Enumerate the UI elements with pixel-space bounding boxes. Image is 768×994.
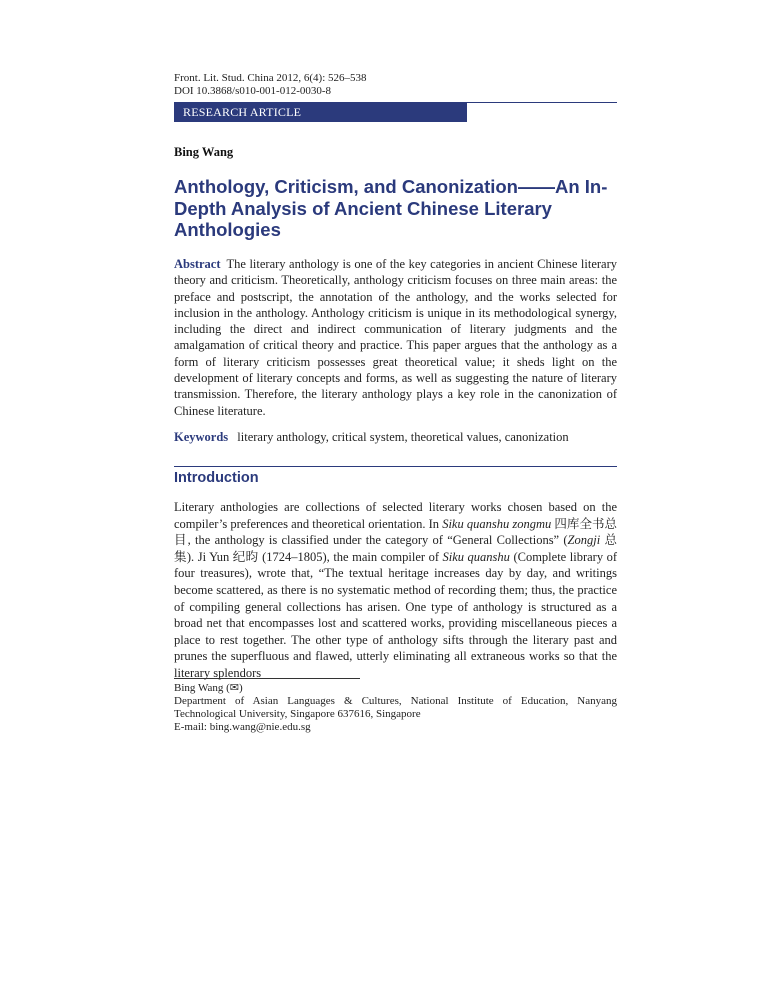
keywords xyxy=(174,429,617,445)
journal-header xyxy=(174,72,367,98)
author-name: Bing Wang xyxy=(174,145,234,159)
article-title: Anthology, Criticism, and Canonization——An In-Depth Analysis of Ancient Chinese Literary Anthologies xyxy=(174,176,608,240)
author-footnote xyxy=(174,682,617,734)
intro-text-3: 总集). Ji Yun 纪昀 (1724–1805), the main compiler of xyxy=(174,533,617,564)
intro-text-1: Literary anthologies are collections of selected literary works chosen based on the compiler’s preferences and theoretical orientation. In xyxy=(174,500,617,531)
section-rule xyxy=(174,466,617,467)
intro-text-4: (Complete library of four treasures), wrote that, “The textual heritage increases day by day, and writings become scattered, as there is no systematic method of recording them; thus, the practice of compiling general collections has arisen. One type of anthology is structured as a broad net that encompasses lost and scattered works, providing miscellaneous pieces a place to rest together. The other type of anthology sifts through the literary past and prunes the superfluous and flawed, utterly eliminating all extraneous works so that the literary splendors xyxy=(174,549,618,680)
doi-line: DOI 10.3868/s010-001-012-0030-8 xyxy=(174,85,332,97)
journal-citation: Front. Lit. Stud. China 2012, 6(4): 526–538 xyxy=(174,72,367,84)
keywords-label: Keywords xyxy=(174,430,229,444)
intro-italic-siku-quanshu: Siku quanshu xyxy=(442,549,510,564)
section-heading-introduction: Introduction xyxy=(174,470,259,486)
article-type-banner: RESEARCH ARTICLE xyxy=(174,103,467,122)
footnote-affiliation: Department of Asian Languages & Cultures, National Institute of Education, Nanyang Technological University, Singapore 637616, Singapore xyxy=(174,695,617,720)
abstract-text: The literary anthology is one of the key categories in ancient Chinese literary theory and criticism. Theoretically, anthology criticism focuses on three main areas: the preface and postscript, the annotation of the anthology, and the works selected for inclusion in the anthology. Anthology criticism is unique in its methodological synergy, including the direct and indirect communication of literary judgments and the amalgamation of critical theory and practice. This paper argues that the anthology as a form of literary criticism possesses great theoretical value; it sheds light on the development of literary concepts and forms, as well as suggesting the nature of literary transmission. Therefore, the literary anthology plays a key role in the canonization of Chinese literature. xyxy=(174,257,617,418)
footnote-author: Bing Wang (✉) xyxy=(174,682,243,694)
intro-italic-siku-quanshu-zongmu: Siku quanshu zongmu xyxy=(442,516,552,531)
abstract xyxy=(174,256,617,419)
abstract-label: Abstract xyxy=(174,257,221,271)
footnote-email: E-mail: bing.wang@nie.edu.sg xyxy=(174,721,311,733)
introduction-paragraph xyxy=(174,499,617,682)
intro-text-2: 四库全书总目, the anthology is classified under the category of “General Collections” ( xyxy=(174,516,617,548)
footnote-rule xyxy=(174,678,360,679)
keywords-text: literary anthology, critical system, theoretical values, canonization xyxy=(237,430,569,444)
intro-italic-zongji: Zongji xyxy=(567,533,601,548)
